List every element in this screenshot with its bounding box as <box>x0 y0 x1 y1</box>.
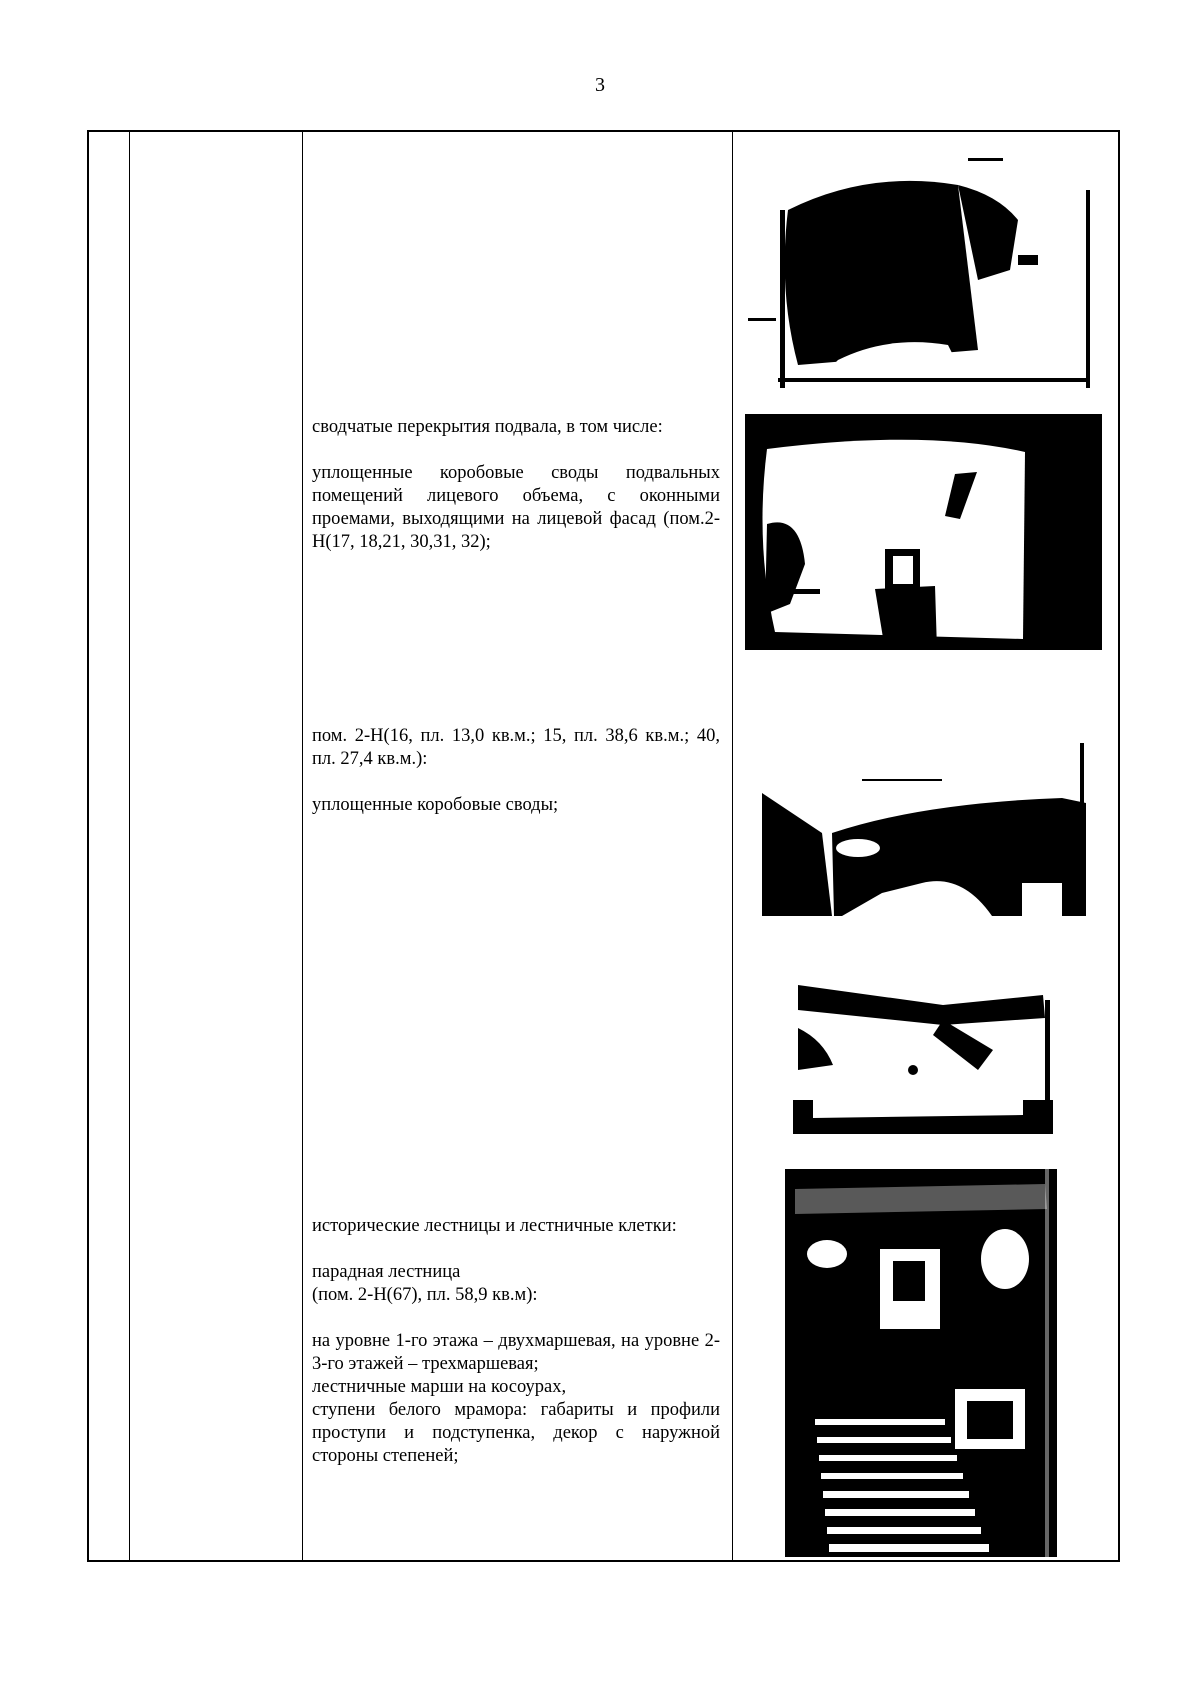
column-divider-2 <box>302 132 303 1560</box>
staircase-detail: ступени белого мрамора: габариты и профили проступи и подступенка, декор с наружной стороны степеней; <box>312 1400 720 1466</box>
staircase-detail: на уровне 1-го этажа – двухмаршевая, на уровне 2-3-го этажей – трехмаршевая; <box>312 1331 720 1374</box>
section-basement-vaults <box>312 416 720 554</box>
section-heading: сводчатые перекрытия подвала, в том числе: <box>312 417 663 437</box>
photo-box-vault-window <box>745 414 1102 650</box>
section-text: уплощенные коробовые своды; <box>312 795 559 815</box>
photo-box-vault-2 <box>793 940 1053 1134</box>
column-divider-1 <box>129 132 130 1560</box>
section-text: уплощенные коробовые своды подвальных помещений лицевого объема, с оконными проемами, выходящими на лицевой фасад (пом.2-Н(17, 18,21, 30,31, 32); <box>312 463 720 552</box>
column-divider-3 <box>732 132 733 1560</box>
photo-basement-vault <box>748 150 1100 388</box>
section-heading: исторические лестницы и лестничные клетки: <box>312 1216 677 1236</box>
staircase-title: парадная лестница <box>312 1262 461 1282</box>
staircase-detail: лестничные марши на косоурах, <box>312 1377 567 1397</box>
section-historic-staircases <box>312 1215 720 1468</box>
photo-box-vault-1 <box>762 743 1086 916</box>
page-number: 3 <box>595 74 605 96</box>
section-heading: пом. 2-Н(16, пл. 13,0 кв.м.; 15, пл. 38,6 кв.м.; 40, пл. 27,4 кв.м.): <box>312 726 720 769</box>
staircase-room: (пом. 2-Н(67), пл. 58,9 кв.м): <box>312 1285 538 1305</box>
section-rooms-vaults <box>312 725 720 817</box>
photo-parade-staircase <box>785 1169 1057 1557</box>
